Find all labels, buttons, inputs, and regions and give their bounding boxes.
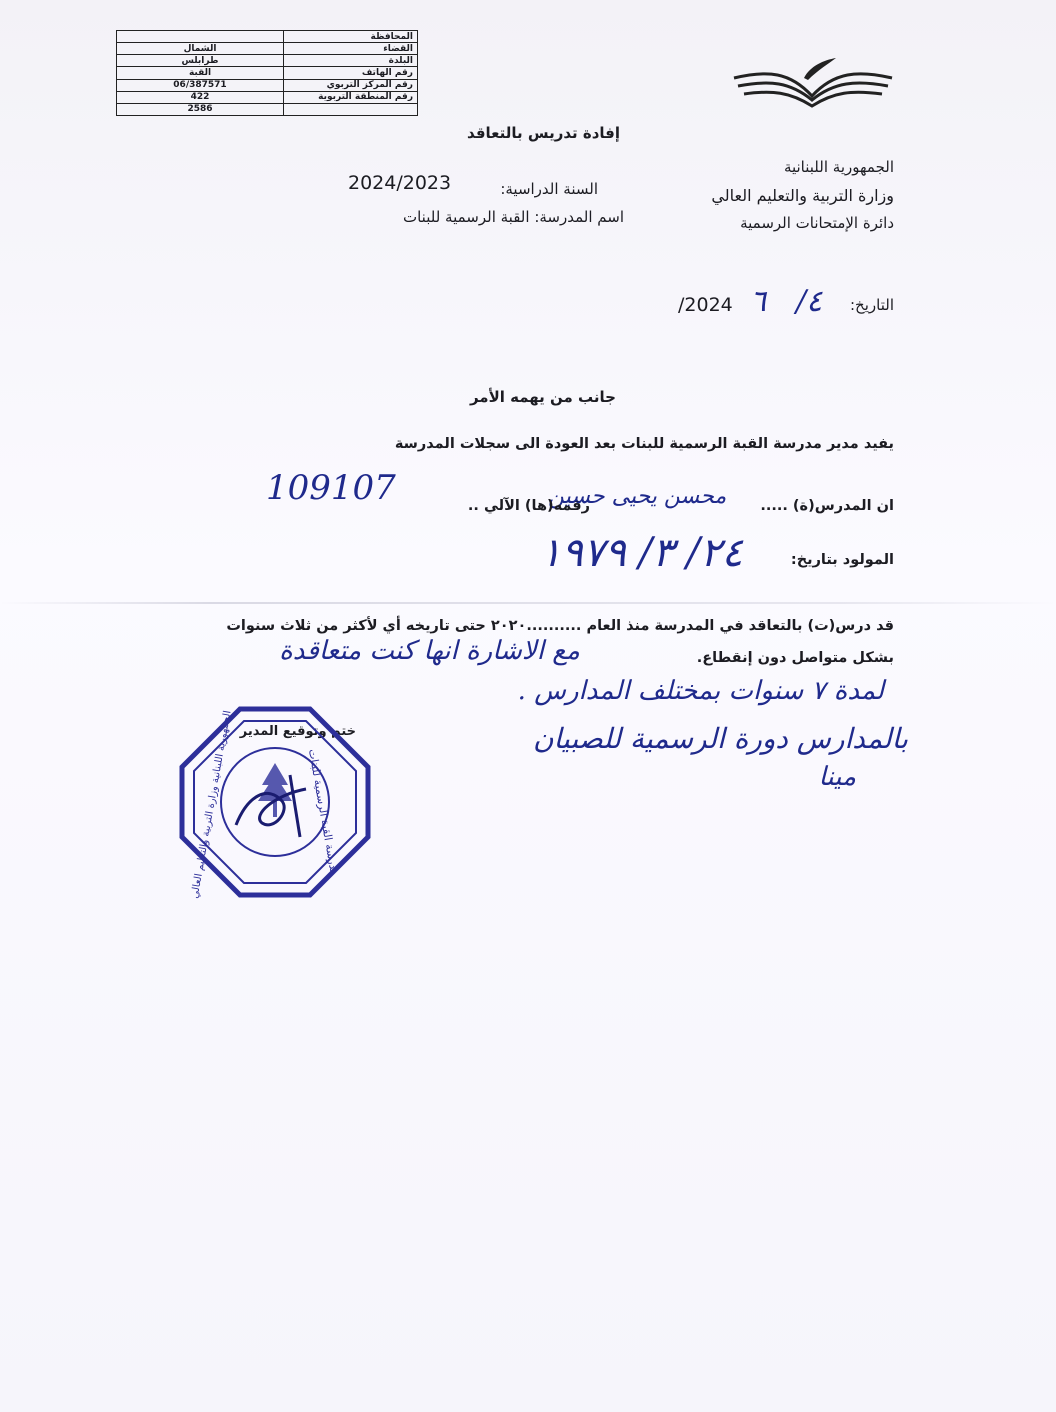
date-label: التاريخ: — [850, 296, 894, 314]
school-name-label: اسم المدرسة: — [534, 208, 624, 226]
birth-date-handwritten: ٢٤/ ٣/ ١٩٧٩ — [540, 530, 743, 576]
info-table-value: الشمال — [117, 43, 284, 55]
info-table-row — [117, 31, 418, 43]
department-name: دائرة الإمتحانات الرسمية — [740, 214, 894, 232]
info-table-value: طرابلس — [117, 55, 284, 67]
school-name-line — [403, 208, 624, 226]
date-day-handwritten: ٤/ — [796, 284, 823, 319]
salutation: جانب من يهمه الأمر — [469, 388, 616, 406]
info-table-label: المحافظة — [284, 31, 418, 43]
stamp-school-name: مدرسة القبة الرسمية للبنات — [305, 748, 341, 877]
birth-date-label: المولود بتاريخ: — [790, 552, 894, 568]
school-official-stamp — [178, 705, 372, 899]
intro-paragraph: يفيد مدير مدرسة القبة الرسمية للبنات بعد العودة الى سجلات المدرسة — [394, 436, 894, 452]
info-table-row — [117, 67, 418, 79]
school-year-label: السنة الدراسية: — [500, 180, 598, 198]
info-table-row — [117, 79, 418, 91]
info-table-row — [117, 55, 418, 67]
document-title: إفادة تدريس بالتعاقد — [467, 124, 620, 142]
ministry-name: وزارة التربية والتعليم العالي — [711, 186, 894, 205]
teacher-number-label: رقمه(ها) الآلي .. — [467, 498, 590, 514]
info-table-label: رقم الهاتف — [284, 67, 418, 79]
info-table-row — [117, 43, 418, 55]
ministry-book-logo — [728, 56, 898, 116]
info-table-row — [117, 91, 418, 103]
signature-label: ختم وتوقيع المدير — [239, 724, 356, 739]
handwritten-note-2: لمدة ٧ سنوات بمختلف المدارس . — [517, 676, 884, 706]
info-table-value: 2586 — [117, 103, 284, 115]
info-table-label — [284, 103, 418, 115]
info-table-label: البلدة — [284, 55, 418, 67]
info-table-label: رقم المركز التربوي — [284, 79, 418, 91]
info-table-row — [117, 103, 418, 115]
date-month-handwritten: ٦ — [750, 284, 767, 319]
date-year: /2024 — [678, 294, 733, 316]
info-table-label: القضاء — [284, 43, 418, 55]
teacher-number-handwritten: 109107 — [266, 468, 396, 508]
taught-statement-line1: قد درس(ت) بالتعاقد في المدرسة منذ العام ..........٢٠٢٠ حتى تاريخه أي لأكثر من ثلاث سنوات — [226, 618, 894, 634]
republic-name: الجمهورية اللبنانية — [783, 158, 894, 176]
paper-fold-line — [0, 602, 1056, 604]
school-year-value: 2024/2023 — [348, 172, 452, 194]
stamp-ring-text: الجمهورية اللبنانية وزارة التربية والتعليم العالي — [189, 709, 234, 899]
handwritten-note-3: بالمدارس دورة الرسمية للصبيان — [532, 722, 908, 755]
school-name-value: القبة الرسمية للبنات — [402, 208, 530, 226]
teacher-name-handwritten: محسن يحيى حسين — [548, 484, 727, 509]
info-table-value: 06/387571 — [117, 79, 284, 91]
school-info-table — [116, 30, 418, 116]
info-table-value — [117, 31, 284, 43]
info-table-label: رقم المنطقة التربوية — [284, 91, 418, 103]
teacher-label: ان المدرس(ة) ..... — [760, 498, 894, 514]
info-table-value: 422 — [117, 91, 284, 103]
taught-statement-line2: بشكل متواصل دون إنقطاع. — [696, 650, 894, 666]
handwritten-note-4: مينا — [818, 762, 856, 792]
info-table-value: القبة — [117, 67, 284, 79]
handwritten-note-1: مع الاشارة انها كنت متعاقدة — [279, 636, 580, 666]
